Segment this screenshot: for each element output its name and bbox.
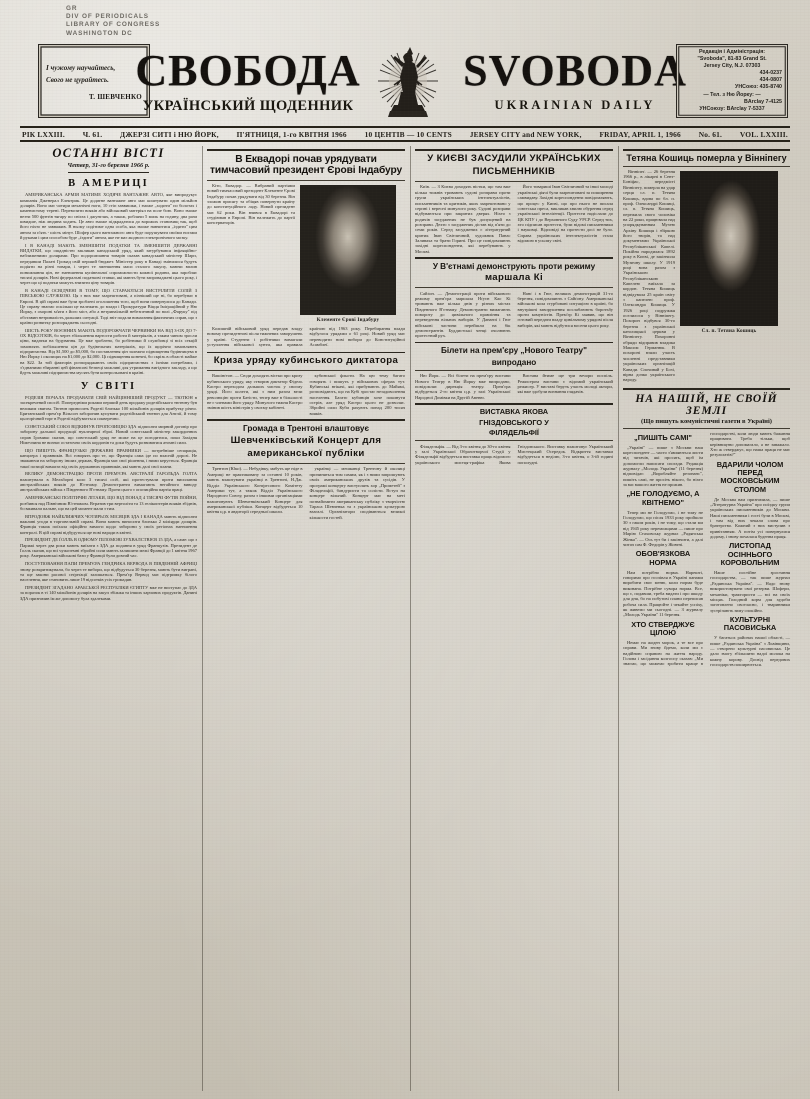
- library-of-congress-stamp: GR DIV OF PERIODICALS LIBRARY OF CONGRESS WASHINGTON DC: [66, 5, 161, 37]
- column-latest-news: [20, 146, 202, 1091]
- article-paragraph: І В КАНАДІ МАЮТЬ ЗМЕНШИТИ ПОДАТКИ ТА ЗМЕНШИТИ ДЕРЖАВНІ ВИДАТКИ, що ощадністю закликав канадський уряд, який затурбувався інфляційно-наближеними долярами. Про подорожчання товарів сказав канадський міністер Шарп, передавши Палаті Громад свій перший бюджет. Міністер року в Канаді змінилися будуть подіяти на різні товари, і через те зменшення маси сталого закупу, маючи вплив понижчання цін, не зменшення купівельної спроможности кожної родини, яка заробляє тисячі долярів. Нові федеральні податкові ставки, які мають бути запроваджені цього року, і через що ці податки можуть знизити ціну товарів.: [20, 242, 197, 286]
- column-kyiv-vietnam-theatre: [410, 146, 618, 1091]
- article-paragraph: АМЕРИКАНСЬКІ ПОЛІТИЧНІ ЛІТАКИ, ЩО ВІД ПОНАД 4 ТИСЯЧІ ФУТІВ ПОЙНИ, розбився над Північним В'єтнамом. Втратив три вертоліти та 13 гелікоптерів вояків збіднів, бо вживали пальне, що на цей момент мали з тим.: [20, 495, 197, 511]
- divider: [415, 257, 613, 259]
- col1-america-body: [20, 192, 197, 376]
- press-item-heading: КУЛЬТУРНІ ПАСОВИСЬКА: [723, 614, 777, 633]
- address-line-2: Jersey City, N.J. 07303: [703, 63, 761, 70]
- article-paragraph: ШІСТЬ РОКУ ВОЄННИХ МАЮТЬ ПОДОРОЖЧАТИ ЧЕРВИНКИ НА ВІД 3-ОХ ДО 7-ОХ ВІДСОТКІВ, бо через збільшення вартости роботи й матеріялів, а таким чином зросли ціни, видатки на будування. Це вже зроблено, бо робітники й службовці зі всіх секцій замовлять побільшення цін до будівельних матеріялів, що їх щорічно замовляють підприємства. Від $1,500 до $5,000, бо поставлення цін залежно підвищення будівництва в Ню Йорку і околицях на $1,000 до $2,000. Ці підвищення конечні, бо скрізь в області майже на $22. За той факторів розпоряджають своїх підприємствах з їхніми потребами, і з'єднаними збиранні цей фінансові безпеці можливі для утримання вигідного закладу, а що йдуть можливі підприємства мусять бути контрольовані в країні.: [20, 327, 197, 376]
- press-item-heading: ВДАРИЛИ ЧОЛОМ ПЕРЕД МОСКОВСЬКИМ СТОЛОМ: [716, 459, 784, 494]
- dateline-year-en: VOL. LXXIII.: [739, 129, 788, 139]
- divider: [415, 287, 613, 288]
- col1-kicker-date: Четвер, 31-го березня 1966 р.: [67, 162, 150, 169]
- article-paragraph: Колишній військовий уряд передав владу новому президентові після тижневих заворушень у країні. Студенти і робітники вимагали уступлення військової хунти, яка правила країною від 1963 року. Перебирання влади відбулося урядами о 61 році. Новий уряд має переводити нові вибори до Конституційної Асамблеї.: [207, 326, 405, 348]
- dateline-year-ua: РІК LXXIII.: [22, 129, 65, 139]
- article-paragraph: АМЕРИКАНСЬКА АРМІЯ МАТИМЕ ХОДЯЧЕ ВАНТАЖНЕ АВТО, яке випродукує компанія Дженерал Електрик. Це додатне вантажне авто має коштувати один мільйон долярів. Воно має чотири механічні ноги, 10 стіп заввишки, і зможе „ходити" по болотах і каменистому терені. Перевозити вояків або військовий матеріял на поле бою. Воно зможе везти 500 фунтів тягару по снігах і джунглях, а також, роблячи 5 миль на годину, два рази швидше, ніж людина ходить. Це авто зможе підкрадатися до ворожих становищ так, щоб його ніхто не завважив. В ньому сидітиме одна особа, яка зможе навчитися „їздити" цим автом за п'ять - шість мінут. Шофер цього вантажного авта буде порушувати своїми ногами й руками і цим способом буде „їздити" автом, яке не має жодного електронічного мозку.: [20, 192, 197, 241]
- cuba-headline: Криза уряду кубинського диктатора: [213, 355, 399, 367]
- article-paragraph: Його товариші Іван Світличний та інші молоді українські діячі були заарештовані за поширення самвидаву. Західні кореспонденти повідомляють, що процес у Києві, що про нього не писала совєтська преса, викликав хвилю обурення серед української інтеліґенції. Протести надіслали до ЦК КПУ і до Верховного Суду УРСР. Серед тих, хто підписав протести, були відомі письменники і науковці. Відповіді на протести досі не було. Справа українських інтелектуалістів стала відомою в усьому світі.: [517, 184, 613, 243]
- article-paragraph: ПРЕЗИДЕНТ ЗГАДАНО АРАБСЬКОЇ РЕСПУБЛІКИ ЄГИПТУ вже не виступає до ЗДА за поразок в ті 140 мільйонів долярів на закуп збіжжя та інших харчових продуктів. Данині ЗДА призначив їм же допомогу була здалеками.: [20, 584, 197, 601]
- exhibit-body: [415, 444, 613, 467]
- press-review-subheadline: (Що пишуть комуністичні газети в Україні): [641, 417, 772, 425]
- press-item-heading: ХТО СТВЕРДЖУЄ ЦІЛОЮ: [631, 619, 695, 638]
- masthead-title-english: SVOBODA: [463, 46, 687, 95]
- article-paragraph: ВПРОДОВЖ НАЙБЛИЖЧИХ ЧОТИРЬОХ МІСЯЦІВ ЗДА І КАНАДА мають підписати важливі угоди в торговельній справі. Вони мають виносити близько 2 міліярди долярів. Франція також поїхала офіційно вимоги щодо заборони у своїх регіонах зменшення контролі. В цій справі відбудуться ще нові наради в квітні.: [20, 513, 197, 535]
- quote-line-2: Свого не цурайтесь.: [46, 75, 109, 84]
- masthead-title-ukrainian: СВОБОДА: [135, 46, 361, 95]
- press-review-body: [623, 431, 790, 668]
- divider: [68, 172, 149, 173]
- press-item-heading: ОБОВ'ЯЗКОВА НОРМА: [635, 549, 691, 567]
- article-paragraph: Нам потрібно норма. Нарешті, говоримо про госпівля в Україні панами виробити своє меню, коли норма буде виконана. Потрібне сувора норма. Все, що є, подавши, треба видати і про шкоду для дня, бо на побутові плани переписав робоча сила. Працюйте і чекайте успіху, як живемо ми сьогодні. — З журналу „Молодь України" 11 березня.: [623, 569, 703, 618]
- article-paragraph: Київ. — З Києва доходять вістки, що там вже кілька тижнів тривають судові розправи проти групи українських інтелектуалістів, письменників та критиків, яких заарештовано у серпні і вересні минулого року. Судові розправи відбуваються при закритих дверях. Ніхто з родичів засуджених не був допущений на розправи. Дехто з засуджених дістав від п'яти до семи років. Серед засуджених є літературний критик Іван Світличний, художник Панас Заливаха та брати Горині. Про це повідомляють західні кореспонденти, які перебувають у Москві.: [415, 184, 511, 254]
- theatre-headline-line-2: випродано: [491, 358, 537, 368]
- divider: [207, 419, 405, 421]
- cuba-body: [207, 373, 405, 416]
- article-paragraph: ПОСТУПОВАННЯ ПАПИ ПРЕМ'ЄРА ГЕНДРИКА ВЕРВОДА В ПІВДЕННІЙ АФРИЦІ знову розкритикували, бо через те вибори, що відбудуться 30 березня, мають бути виграні, та ще закони расової сеґреґації залишаться. Прем'єр Вервод має підтримку білого населення, яке становить лише 19 відсотків усіх громадян.: [20, 561, 197, 583]
- publisher-address-box: [676, 44, 788, 118]
- col1-section-world: У СВІТІ: [80, 380, 137, 392]
- article-paragraph: кубинської фльоти. На цю тему багато говорять і пишуть у військових сферах тут. Кубинські втікачі, які прибувають до Майямі, розповідають, що на Кубі зростає незадоволення населення. Багато кубинців хоче покинути острів, але уряд Кастро цього не дозволяє. Збройні сили Куби рахують понад 200 тисяч вояків.: [309, 373, 405, 416]
- address-phone-2: 434-0807: [759, 77, 782, 84]
- dateline-bar: [22, 128, 788, 140]
- article-paragraph: Ню Йорк. — Всі білети на прем'єру вистави Нового Театру в Ню Йорку вже випродано, повідомляє дирекція театру. Прем'єра відбудеться 2-го квітня ц.р. у залі Української Народної Домівки на Другій Авеню.: [415, 373, 511, 400]
- divider: [415, 370, 613, 371]
- vietnam-headline-line-2: маршала Кі: [484, 272, 544, 284]
- dateline-date-ua: П'ЯТНИЦЯ, 1-го КВІТНЯ 1966: [236, 129, 347, 139]
- tetiana-koshyts-photo: [680, 171, 778, 326]
- article-paragraph: Сайґон. — Демонстрації проти військового режиму прем'єра маршала Нґуєн Као Кі тривають вже кілька днів у різних містах Південного В'єтнаму. Демонстранти вимагають повороту до цивільного правління та переведення вільних виборів. У Дананзі і Гюе військові частини перейшли на бік демонстрантів. Буддистські ченці очолюють протестний рух.: [415, 290, 511, 339]
- vietnam-headline-line-1: У В'єтнамі демонструють проти режиму: [432, 261, 596, 271]
- divider: [207, 180, 405, 181]
- press-item-heading: „НЕ ГОЛОДУЄМО, А КВІТНЕМО": [626, 489, 700, 507]
- article-paragraph: „Україні" — пише з Москви наш кореспондент — часто з'являються листи від читачів, які просять, щоб їм допомогли написати спогади. Редакція журналу „Молодь України" (11 березня) відповідає: „Виробляйте резонанс", пишіть самі, не просіть нікого, бо ніхто за вас вашого життя не прожив.: [623, 444, 703, 488]
- obituary-text-left: [623, 169, 675, 385]
- divider: [415, 149, 613, 151]
- kyiv-headline-line-1: У КИЄВІ ЗАСУДИЛИ УКРАЇНСЬКИХ: [427, 152, 601, 164]
- press-item-heading: „ПИШІТЬ САМІ": [634, 432, 692, 442]
- article-paragraph: Нанґ і в Гюе, великих демонстрацій 31-го березня, повідомляють з Сайґону. Американські військові кола стурбовані ситуацією в країні, бо внутрішні заворушення послаблюють боротьбу проти комуністів. Прем'єр Кі заявив, що він готовий передати владу цивільному урядові після виборів, які мають відбутися восени цього року.: [517, 290, 613, 328]
- column-ecuador-cuba-trenton: [202, 146, 410, 1091]
- trenton-body: [207, 466, 405, 519]
- obituary-headline: Тетяна Кошиць померла у Вінніпегу: [626, 152, 787, 163]
- article-paragraph: Немає на жоден морок, а те все про справи. Ми знову йдемо, коли ми є надійною справою на життя народу. Голова і засідання колгоспу сказав: „Ми знаємо, що можемо зробити краще в господарстві, коли люди мають бажання працювати. Треба тільки, щоб керівництво допомагало, а не заважало. Хто ж стверджує, що наша праця не має результатів?": [623, 430, 790, 667]
- article-paragraph: Вистава йтиме ще три вечори поспіль. Режисером вистави є відомий український режисер. У виставі беруть участь молоді актори, які вже здобули визнання глядачів.: [517, 373, 613, 395]
- article-paragraph: В КАНАДІ ОСВІДЧЕНІ В ТОМУ, ЩО СТАРАЮТЬСЯ ВИСТРІЛИТИ СОЛІЙ З ПІВСЬКОЮ СЛУЖБОЮ. Ця з них вже заарештовані, а пізніший ще ні, бо перебуває в Европі. В цій справі вже були зроблені оголошення того, щоб вони повернулися до Канади. Це справу знаємо оскільки це належить до влади і Прокуратури Віцця Іміґраційний у Ню Йорку, з охороні м'яти з його міст, або а нетринаїльній небезпечний по волі „Фаруку" під обставин нетривалість дальших ситуації. Тоді звіт подали вимагання фактичних справ, що з країни розвитку розпоряджень сьогодні.: [20, 287, 197, 325]
- divider: [623, 149, 790, 151]
- divider: [623, 428, 790, 429]
- article-paragraph: Трентон (Юко). — Небудівку, мабуть ще ніде в Америці не практиковану за останні 10 років, мають влаштувати українці в Трентоні, Н.Дж. Відділ Українського Конґресового Комітету Америки тут, а також Відділ Українського Народного Союзу, разом з іншими організаціями влаштовують Шевченківський Концерт для американської публіки. Концерт відбудеться 10 квітня ц.р. в авдиторії середньої школи.: [207, 466, 303, 515]
- kyiv-headline-line-2: ПИСЬМЕННИКІВ: [472, 166, 556, 178]
- article-paragraph: Кіто, Еквадор. — Вибраний партіями новий тимчасовий президент Клементе Єрові Індабуру почав урядувати від 30 березня. Він зложив присягу та обіцяв повернути країну до конституційного ладу. Новий президент має 62 роки. Він вчився в Еквадорі та студіював в Европі. Він належить до партії консерваторів.: [207, 183, 295, 226]
- masthead: [0, 41, 810, 125]
- col1-kicker: ОСТАННІ ВІСТІ: [52, 146, 165, 160]
- dateline-issue-ua: Ч. 61.: [82, 129, 103, 139]
- vietnam-body: [415, 291, 613, 339]
- article-paragraph: українці — мешканці Трентону й околиці причиняться тим самим, як і з ними запрошують своїх американських друзів та сусідів. У програмі концерту виступлять хор „Прометей" з Філядельфії, бандуристи та солісти. Вступ на концерт вільний. Концерт має на меті познайомити американську публіку з творчістю Тараса Шевченка та з українською культурою взагалі. Організатори сподіваються великої кількости гостей.: [309, 466, 405, 520]
- article-paragraph: Наше постійне зростання господарства, — так пише журнал „Радянська Україна". — Надо знову використовувати свої резерви. Шофери, механіки, трактористи — всі на своїх місцях. Голодний корм для худоби заготовлено своєчасно, і тваринники зустрічають зиму спокійно.: [710, 570, 790, 613]
- ecuador-headline: В Еквадорі почав урядувати тимчасовий президент Єрові Індабуру: [209, 153, 403, 177]
- divider: [207, 149, 405, 151]
- exhibit-headline-line-2: ГНІЗДОВСЬКОГО У: [479, 417, 549, 427]
- col1-world-body: [20, 395, 197, 601]
- col1-section-america: В АМЕРИЦІ: [68, 178, 149, 190]
- quote-author: Т. ШЕВЧЕНКО: [88, 92, 142, 101]
- divider: [207, 370, 405, 371]
- ecuador-text-right: [207, 326, 405, 349]
- article-paragraph: Вінніпеґ. — 26 березня 1966 р., в лікарні в Сент-Боніфас, передмісті Вінніпегу, померла на удар серця сл. п. Тетяна Кошиць, вдова по бл. п. проф. Олександрі Кошиці, сл. п. Тетяна Кошиць, пережила свого чоловіка на 22 роки, працювала над упорядкуванням Музею Архіву Кошиця і збіркою його творів, та над документами Української Республіканської Капелі. Покійна народилася 1892 року в Києві, де закінчила Музичну школу. У 1919 році вона разом з Українською Республіканською Капелею виїхала за кордон. Тетяна Кошиць відвідувала 25 країн світу з капелею проф. Олександра Кошиця. У 1926 році подружжя оселилося у Вінніпегу. Похорон відбувся 30-го березня з української католицької церкви у Вінніпегу. Похоронні обряди відправив владика Максим Германюк. В похороні взяли участь численні представники українських організацій Канади. Спочивай у Бозі, вірна дочко українського народу.: [623, 168, 675, 383]
- article-paragraph: Де Москва вам призначила, — пише „Літературна Україна" про поїздку групи українських письменників до Москви. Наші письменники і гості були в Москві, і там від них чекали слова про братерство. Кожний з них виступив з привітанням. А потім усі повернулися додому, і знову почалася буденна праця.: [710, 496, 790, 540]
- dateline-price: 10 ЦЕНТІВ — 10 CENTS: [364, 129, 452, 139]
- exhibit-headline-line-3: ФІЛЯДЕЛЬФІЇ: [489, 428, 539, 438]
- address-phone-1: 434-0237: [759, 70, 782, 77]
- address-phone-3: УНСоюз: 435-8740: [735, 84, 782, 91]
- press-item-heading: ЛИСТОПАД ОСІННЬОГО КОРОВОЛЬНИМ: [720, 541, 780, 568]
- obituary-photo-caption: Сл. п. Тетяна Кошиць: [701, 327, 757, 334]
- divider: [623, 166, 790, 167]
- address-line-1: "Svoboda", 81-83 Grand St.: [697, 56, 767, 63]
- article-paragraph: ЩО ПИШУТЬ ФРАНЦУЗЬКІ ДЕРЖАВНІ ПРАВНИКИ — потребніше сепарація, канцлера і правників. Всі говорять про те, що Франція сама іде по власній дорозі. Не зважаючи на заборону інших держав, Франція має свої рішення, і ними керується. Франція такої позиції вимагає від своїх державних правників, які мають далі свої плани.: [20, 447, 197, 469]
- kyiv-body: [415, 184, 613, 253]
- address-ny-phone-1: BArclay 7-4125: [744, 98, 782, 105]
- masthead-subtitle-ukrainian: УКРАЇНСЬКИЙ ЩОДЕННИК: [142, 98, 354, 114]
- president-portrait-photo: [300, 185, 396, 315]
- divider: [207, 463, 405, 464]
- divider: [623, 388, 790, 390]
- theatre-headline-line-1: Білети на прем'єру „Нового Театру": [441, 346, 587, 356]
- article-paragraph: Тепер ми не Голодуємо, і не тому не Голодуємо, що після 1933 року пройшло 30 з гаком років, і не тому, що стали ми від 1945 року переможцями — пише про Марію Стаховську журнал „Радянська Жінка". — Ось тут би і закінчити, а далі читач сам Ф. Федорів у Жовтні.: [623, 509, 703, 547]
- article-paragraph: СОВЄТСЬКИЙ СОЮЗ ВІДКИНУВ ПРОПОЗИЦІЮ ЗДА підписати мирний договір про заборону дальшої продукції нуклеарної зброї. Новий совєтський міністер закордонних справ Ґромико сказав, що совєтський уряд не може на це погодитися, поки Західня Німеччина не визнає остаточно своїх кордонів та доки будуть розвиватися атомні сили.: [20, 423, 197, 445]
- page-content: [20, 146, 790, 1091]
- article-paragraph: У багатьох районах нашої області, — пише „Радянська Україна" з Львівщини, — створено культурні пасовиська. Це дало змогу збільшити надої молока на кожну корову. Досвід передових господарств поширюється.: [710, 635, 790, 667]
- dateline-city-ua: ДЖЕРЗІ СИТІ і НЮ ЙОРК,: [120, 129, 219, 139]
- article-paragraph: ВЕЛИКУ ДЕМОНСТРАЦІЮ ПРОТИ ПРЕМ'ЄРА АВСТРАЛІЇ ГАРОЛЬДА ГОЛТА влаштували в Мельборні коло 3 тисячі осіб, які протестували проти висилання австралійських вояків до В'єтнаму. Демонстранти вимагають негайного виводу австралійських військ з Південного В'єтнаму. Проти цього є опозиційна партія праці.: [20, 471, 197, 493]
- divider: [415, 403, 613, 405]
- article-paragraph: ПРЕЗИДЕНТ ДЕ ҐОЛЛЬ В ОДНОМУ ПІЛОМОВІ ЗУХВАЛСТВІЄВ 15 ЗДА, а саме: що з Парижі через два роки мають виїхати з ЗДА да подання в уряд Французів. Президент де Ґолль сказав, що всі чужоземні збройні сили мають залишити межі Франції до 1 квітня 1967 року. Американські військові бази у Франції були довгий час.: [20, 537, 197, 559]
- masthead-subtitle-english: UKRAINIAN DAILY: [494, 98, 656, 112]
- exhibit-headline-line-1: ВИСТАВКА ЯКОВА: [479, 406, 549, 416]
- trenton-headline-line-1: Громада в Трентоні влаштовує: [243, 423, 369, 433]
- theatre-body: [415, 373, 613, 400]
- address-ny-phone-2: УНСоюзу: BArclay 7-5337: [699, 105, 765, 112]
- president-photo-caption: Клементе Єрові Індабуру: [316, 317, 380, 324]
- divider: [207, 352, 405, 354]
- masthead-rule-bottom: [20, 140, 790, 142]
- trenton-headline-line-2: Шевченківський Концерт для: [230, 434, 382, 446]
- dateline-issue-en: No. 61.: [698, 129, 723, 139]
- article-paragraph: Філядельфія. — Від 3-го квітня до 30-го квітня у залі Української Образотворчої Студії у Філядельфії відбудеться виставка праць відомого українського мистця-графіка Якова Гніздовського. Виставку влаштовує Український Мистецький Осередок. Відкриття виставки відбудеться в неділю, 3-го квітня, о 3-ій годині пополудні.: [415, 443, 613, 465]
- trenton-headline-line-3: американської публіки: [247, 448, 365, 460]
- address-heading: Редакція і Адміністрація:: [698, 49, 766, 55]
- divider: [415, 440, 613, 441]
- divider: [415, 181, 613, 182]
- address-ny-heading: — Тел. з Ню Йорку: —: [703, 91, 761, 98]
- dateline-date-en: FRIDAY, APRIL 1, 1966: [599, 129, 681, 139]
- ecuador-text-left: [207, 183, 295, 326]
- article-paragraph: Вашінґтон. — Сюди доходять вістки про кризу кубинського уряду, яку створив диктатор Фідель Кастро переходом дальших чисток у своєму уряді. Його колеги, які з ним разом вели революцію проти Батісти, тепер вже в більшості не є членами його уряду. Минулого тижня Кастро змінив шість міністрів у своєму кабінеті.: [207, 373, 303, 411]
- article-paragraph: РОДЕЗІЯ ПОЧАЛА ПРОДАВАТИ СВІЙ НАЙЦІННІШИЙ ПРОДУКТ — ТЮТЮН в засекречений спосіб. Попередніми роками перший день продажу родезійського тютюну був великим святом. Тютюн приносить Родезії близько 100 мільйонів долярів прибутку річно. Британський прем'єр Вільсон заборонив купувати родезійський тютюн для Англії, й тому цьогорічний торг в Родезії відбувається сокверечно.: [20, 394, 197, 422]
- press-review-headline: НА НАШІЙ, НЕ СВОЇЙ ЗЕМЛІ: [635, 392, 778, 417]
- column-obituary-and-press-review: [618, 146, 790, 1091]
- ukrainian-statue-emblem-icon: [366, 41, 450, 125]
- dateline-city-en: JERSEY CITY and NEW YORK,: [469, 129, 582, 139]
- quote-line-1: І чужому научайтесь,: [46, 63, 116, 72]
- divider: [415, 342, 613, 344]
